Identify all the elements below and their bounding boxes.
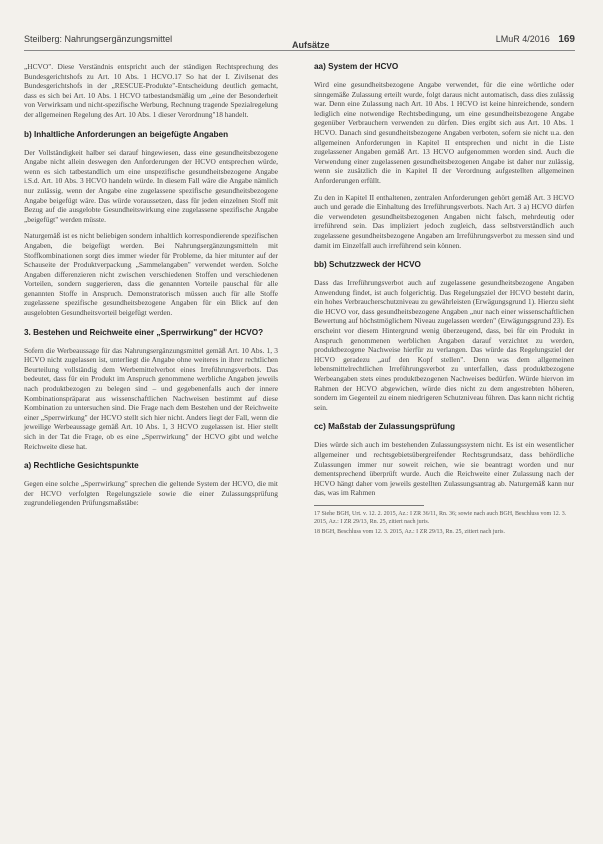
heading-a: a) Rechtliche Gesichtspunkte — [24, 461, 139, 471]
header-rule — [24, 50, 575, 51]
paragraph-b1: Der Vollständigkeit halber sei darauf hingewiesen, dass eine gesundheitsbezogene Angabe nicht allein deswegen den Anforderungen der HCVO entsprechen würde, wenn es sich tatbestandlich um eine unspezifische gesundheitsbezogene Angabe i.S.d. Art. 10 Abs. 3 HCVO handeln würde. In diesem Fall wäre die Angabe nämlich nur zulässig, wenn der Angabe eine zugelassene spezifische gesundheitsbezogene Angabe beigefügt wäre. Das würde voraussetzen, dass für jeden einzelnen Stoff mit Bezug auf die ausgelobte Gesundheitswirkung eine zugelassene spezifische Angabe „beigefügt" werden müsste. — [24, 147, 278, 224]
footnote-17: 17 Siehe BGH, Urt. v. 12. 2. 2015, Az.: I ZR 36/11, Rn. 36; sowie nach auch BGH, Beschluss vom 12. 3. 2015, Az.: I ZR 29/13, Rn. 25, zitiert nach juris. — [314, 510, 567, 525]
paragraph-cc: Dies würde sich auch im bestehenden Zulassungssystem nicht. Es ist ein wesentlicher allgemeiner und rechtsgebietsübergreifender Rechtsgrundsatz, dass behördliche Zulassungen immer nur soweit reichen, wie sie beantragt worden und nur dementsprechend überprüft wurde. Auch die Reichweite einer Zulassung nach der HCVO hängt daher vom jeweils gestellten Zulassungsantrag ab. Naturgemäß kann nur das, was im Rahmen — [314, 440, 574, 498]
paragraph-aa2: Zu den in Kapitel II enthaltenen, zentralen Anforderungen gehört gemäß Art. 3 HCVO auch und gerade die Einhaltung des Irreführungsverbots. Nach Art. 3 a) HCVO dürfen die verwendeten gesundheitsbezogenen Angaben nicht falsch, mehrdeutig oder irreführend sein. Das impliziert jedoch zugleich, dass selbstverständlich auch zugelassene gesundheitsbezogene Angaben am Irreführungsverbot zu messen sind und damit im Einzelfall auch irreführend sein können. — [314, 192, 574, 250]
running-head-journal: Steilberg: Nahrungsergänzungsmittel — [24, 34, 173, 44]
footnote-rule — [314, 505, 424, 506]
paragraph-aa1: Wird eine gesundheitsbezogene Angabe verwendet, für die eine wörtliche oder sinngemäße Zulassung erteilt wurde, folgt daraus nicht automatisch, dass dies zulässig war. Denn eine Zulassung nach Art. 10 Abs. 1 HCVO ist keine hinreichende, sondern lediglich eine notwendige Rechtsbedingung, um eine gesundheitsbezogene Angabe gegenüber Verbrauchern verwenden zu dürfen. Dies ergibt sich aus Art. 10 Abs. 1 HCVO. Danach sind gesundheitsbezogene Angaben verboten, sofern sie nicht u.a. den allgemeinen Anforderungen in Kapitel II entsprechen und nicht in die Liste zugelassener Angaben gemäß Art. 13 HCVO aufgenommen worden sind. Auch die Verwendung einer zugelassenen gesundheitsbezogenen Angabe ist daher nur zulässig, wenn sie zusätzlich die in Kapitel II der Verordnung aufgestellten allgemeinen Anforderungen erfüllt. — [314, 80, 574, 185]
heading-cc: cc) Maßstab der Zulassungsprüfung — [314, 422, 456, 432]
heading-aa: aa) System der HCVO — [314, 62, 399, 71]
paragraph-bb: Dass das Irreführungsverbot auch auf zugelassene gesundheitsbezogene Angaben Anwendung findet, ist auch folgerichtig. Das Regelungsziel der HCVO besteht darin, ein hohes Verbraucherschutzniveau zu gewährleisten (Erwägungsgrund 1). Hierzu sieht die HCVO vor, dass gesundheitsbezogene Angaben „nur nach einer wissenschaftlichen Bewertung auf höchstmöglichem Niveau zugelassen werden" (Erwägungsgrund 23). Es erscheint vor diesem Hintergrund wenig überzeugend, dass, bei für ein Produkt in Anspruch genommenen werblichen Angaben darauf verzichtet zu werden, produktbezogene Nachweise hierfür zu verlangen. Das würde das Regelungsziel der HCVO geradezu „auf den Kopf stellen". Denn was dem allgemeinen lebensmittelrechtlichen Irreführungsverbot zu unterfallen, dass produktbezogene Werbeangaben stets eines produktbezogenen Nachweises bedürfen. Würde hiervon im Rahmen der HCVO abgewichen, würde dies nicht zu dem angestrebten höheren, sondern im Gegenteil zu einem niedrigeren Schutzniveau führen. Das kann nicht richtig sein. — [314, 278, 574, 412]
left-column — [24, 62, 278, 515]
section-label: Aufsätze — [292, 40, 330, 50]
issue-label: LMuR 4/2016 — [495, 34, 550, 44]
paragraph-3: Sofern die Werbeaussage für das Nahrungsergänzungsmittel gemäß Art. 10 Abs. 1, 3 HCVO nicht zugelassen ist, unterliegt die Angabe ohne weiteres in ihrer rechtlichen Beurteilung vollständig dem Werbemittelverbot eines Irreführungsverbots. Das bedeutet, dass für ein Produkt im Anspruch genommene werbliche Angaben jeweils nach produktbezogen zu belegen sind – und gegebenenfalls auch der innere Kombinationspräparat aus wissenschaftlichen Nachweisen bestimmt auf diese Kombination zu untersuchen sind. Die Frage nach dem Bestehen und der Reichweite einer „Sperrwirkung" der HCVO stellt sich hier nicht. Anders liegt der Fall, wenn die jeweilige Werbeaussage gemäß Art. 10 Abs. 1, 3 HCVO zugelassen ist. Hier stellt sich in der Tat die Frage, ob es eine „Sperrwirkung" der HCVO gibt und welche Reichweite diese hat. — [24, 345, 278, 451]
paragraph-intro: „HCVO". Diese Verständnis entspricht auch der ständigen Rechtsprechung des Bundesgerichtshofs zu Art. 10 Abs. 1 HCVO.17 So hat der I. Zivilsenat des Bundesgerichtshofs in der „RESCUE-Produkte"-Entscheidung deutlich gemacht, dass es sich bei Art. 10 Abs. 1 HCVO tatbestandsmäßig um „eine der Besonderheit von Verwirksam und nicht-spezifische Werbung, Rechnung tragende Spezialregelung der allgemeinen Regelung des Art. 10 Abs. 1 dieser Verordnung"18 handelt. — [24, 62, 278, 119]
heading-bb: bb) Schutzzweck der HCVO — [314, 260, 421, 270]
footnote-18: 18 BGH, Beschluss vom 12. 3. 2015, Az.: I ZR 29/13, Rn. 25, zitiert nach juris. — [314, 529, 505, 536]
heading-3: 3. Bestehen und Reichweite einer „Sperrwirkung" der HCVO? — [24, 327, 264, 337]
heading-b: b) Inhaltliche Anforderungen an beigefügte Angaben — [24, 129, 229, 139]
page-number: 169 — [558, 34, 575, 45]
paragraph-a: Gegen eine solche „Sperrwirkung" sprechen die geltende System der HCVO, die mit der HCVO verfolgten Regelungsziele sowie die einer Zulassungsprüfung zugrundeliegenden Prüfungsmaßstäbe: — [24, 479, 278, 508]
paragraph-b2: Naturgemäß ist es nicht beliebigen sondern inhaltlich korrespondierende spezifischen Angaben, die beigefügt werden. Bei Nahrungsergänzungsmitteln mit Stoffkombinationen sorgt dies immer wieder für Probleme, da hier mitunter auf der Schauseite der Produktverpackung „Sammelangaben" verwendet werden. Solche Angaben differenzieren nicht zwischen verschiedenen Stoffen und verschiedenen Vorteilen, sondern suggerieren, dass die genannten Vorteile pauschal für alle genannten Stoffe in Anspruch. Demonstratorisch müssen auch für alle Stoffe zugelassene spezifische gesundheitsbezogene Angaben für ein Blick auf den ausgelobten Gesundheitsvorteil beigefügt werden. — [24, 231, 278, 318]
page-header — [24, 28, 575, 52]
right-column — [314, 62, 574, 540]
issue-and-page — [496, 34, 575, 45]
